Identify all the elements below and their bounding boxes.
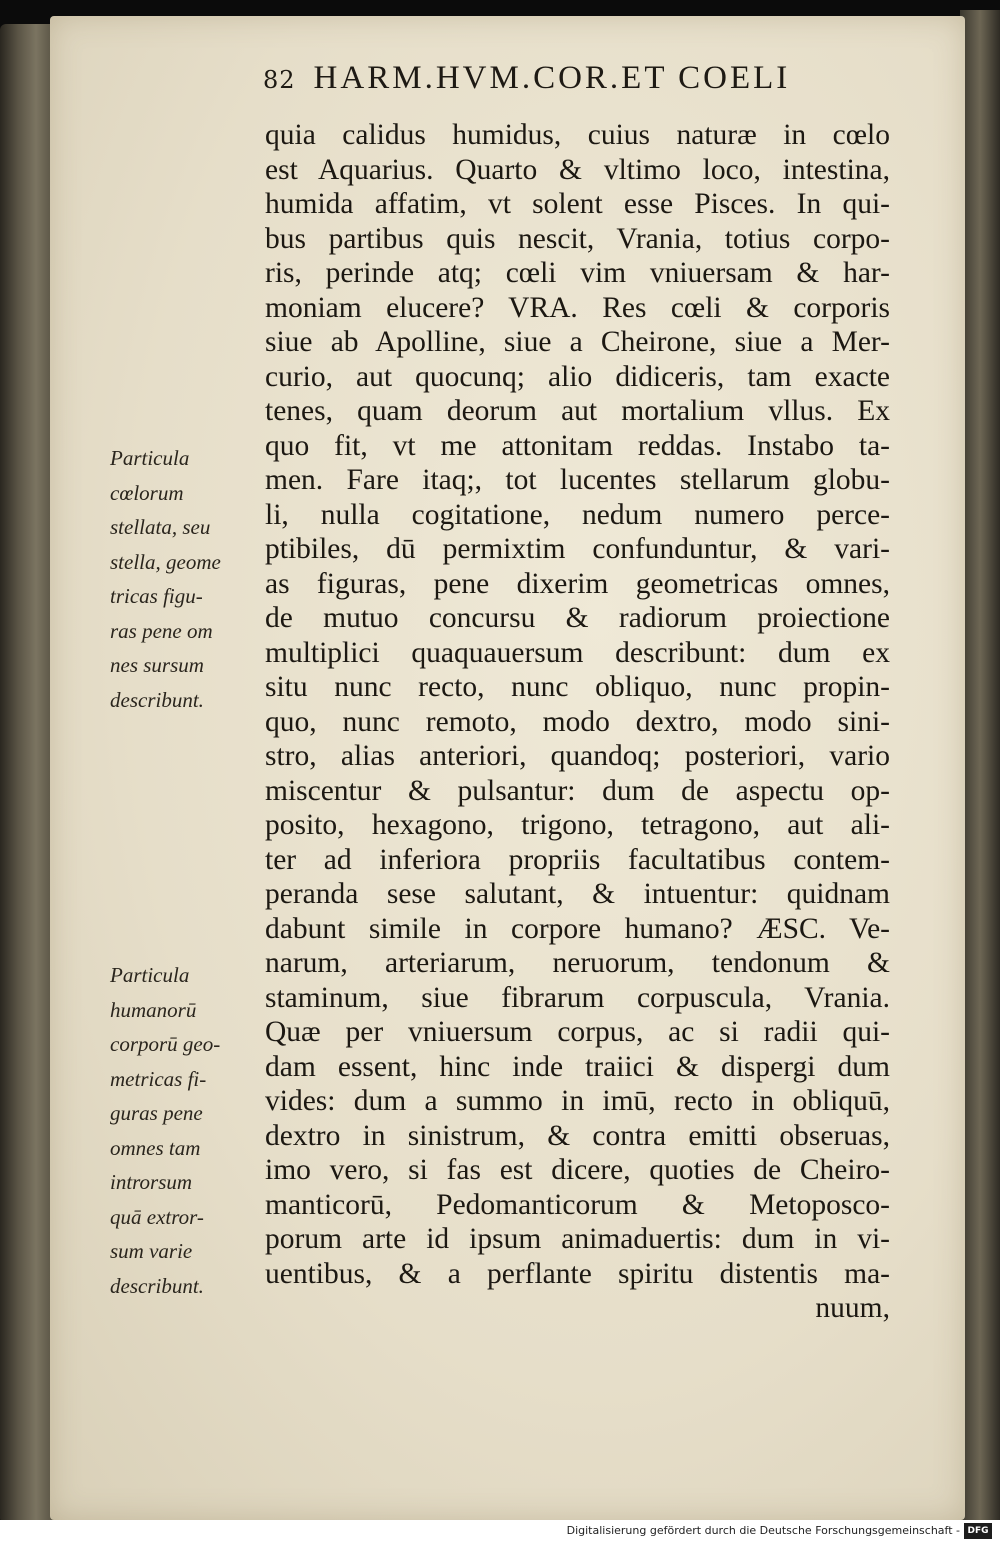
margin-note-line: Particula	[110, 963, 190, 987]
margin-note-bodies	[110, 958, 260, 1303]
catchword: nuum,	[815, 1292, 890, 1324]
text-line: est Aquarius. Quarto & vltimo loco, intestina,	[265, 153, 890, 186]
text-line: Quæ per vniuersum corpus, ac si radii qui-	[265, 1016, 890, 1048]
dfg-logo-icon: DFG	[964, 1523, 992, 1539]
margin-note-line: omnes tam	[110, 1135, 201, 1160]
book-binding-right	[960, 10, 1000, 1520]
text-line: de mutuo concursu & radiorum proiectione	[265, 602, 890, 634]
running-head	[263, 60, 903, 104]
text-line: manticorū, Pedomanticorum & Metoposco-	[265, 1188, 890, 1221]
text-line: uentibus, & a perflante spiritu distentis ma-	[265, 1257, 890, 1290]
margin-note-line: metricas fi-	[110, 1066, 207, 1091]
text-line: as figuras, pene dixerim geometricas omnes,	[265, 567, 890, 600]
funding-credit: Digitalisierung gefördert durch die Deutsche Forschungsgemeinschaft -	[566, 1524, 960, 1537]
main-text-block	[265, 118, 890, 1326]
margin-note-line: describunt.	[110, 1273, 204, 1298]
text-line: posito, hexagono, trigono, tetragono, aut ali-	[265, 809, 890, 841]
text-line: imo vero, si fas est dicere, quoties de Cheiro-	[265, 1154, 890, 1186]
running-title: HARM.HVM.COR.ET COELI	[313, 60, 791, 96]
text-line: quo, nunc remoto, modo dextro, modo sini-	[265, 705, 890, 738]
margin-note-stars	[110, 441, 260, 717]
text-line: miscentur & pulsantur: dum de aspectu op-	[265, 774, 890, 807]
text-line: men. Fare itaq;, tot lucentes stellarum globu-	[265, 464, 890, 496]
margin-note-line: cœlorum	[110, 480, 184, 505]
margin-note-line: stella, geome	[110, 549, 221, 574]
margin-note-line: introrsum	[110, 1170, 193, 1194]
margin-note-line: tricas figu-	[110, 584, 203, 608]
text-line: curio, aut quocunq; alio didiceris, tam exacte	[265, 360, 890, 393]
text-line: ptibiles, dū permixtim confunduntur, & vari-	[265, 533, 890, 565]
text-line: staminum, siue fibrarum corpuscula, Vrania.	[265, 981, 890, 1014]
margin-note-line: sum varie	[110, 1239, 193, 1263]
text-line: li, nulla cogitatione, nedum numero perce-	[265, 498, 890, 531]
text-line: quo fit, vt me attonitam reddas. Instabo ta-	[265, 429, 890, 462]
margin-note-line: Particula	[110, 446, 190, 470]
text-line: quia calidus humidus, cuius naturæ in cœlo	[265, 119, 890, 151]
margin-note-line: stellata, seu	[110, 515, 211, 539]
margin-note-line: nes sursum	[110, 653, 204, 677]
margin-note-line: corporū geo-	[110, 1032, 221, 1056]
margin-note-line: quā extror-	[110, 1204, 204, 1229]
text-line: bus partibus quis nescit, Vrania, totius corpo-	[265, 222, 890, 255]
text-line: multiplici quaquauersum describunt: dum ex	[265, 636, 890, 669]
text-line: narum, arteriarum, neruorum, tendonum &	[265, 947, 890, 979]
text-line: ris, perinde atq; cœli vim vniuersam & har-	[265, 257, 890, 289]
text-line: siue ab Apolline, siue a Cheirone, siue a Mer-	[265, 326, 890, 358]
margin-note-line: describunt.	[110, 687, 204, 712]
text-line: situ nunc recto, nunc obliquo, nunc propin-	[265, 671, 890, 703]
text-line: humida affatim, vt solent esse Pisces. In qui-	[265, 188, 890, 220]
text-line: peranda sese salutant, & intuentur: quidnam	[265, 878, 890, 910]
margin-note-line: ras pene om	[110, 618, 213, 643]
text-line: tenes, quam deorum aut mortalium vllus. Ex	[265, 395, 890, 427]
text-line: moniam elucere? VRA. Res cœli & corporis	[265, 291, 890, 324]
text-line: vides: dum a summo in imū, recto in obliquū,	[265, 1085, 890, 1117]
text-line: porum arte id ipsum animaduertis: dum in vi-	[265, 1223, 890, 1255]
text-line: stro, alias anteriori, quandoq; posteriori, vario	[265, 740, 890, 772]
margin-note-line: humanorū	[110, 997, 197, 1022]
text-line: ter ad inferiora propriis facultatibus contem-	[265, 843, 890, 876]
page-number: 82	[263, 66, 296, 94]
text-line: dam essent, hinc inde traiici & dispergi dum	[265, 1050, 890, 1083]
text-line: dabunt simile in corpore humano? ÆSC. Ve-	[265, 912, 890, 945]
margin-note-line: guras pene	[110, 1101, 203, 1125]
text-line: dextro in sinistrum, & contra emitti obseruas,	[265, 1119, 890, 1152]
